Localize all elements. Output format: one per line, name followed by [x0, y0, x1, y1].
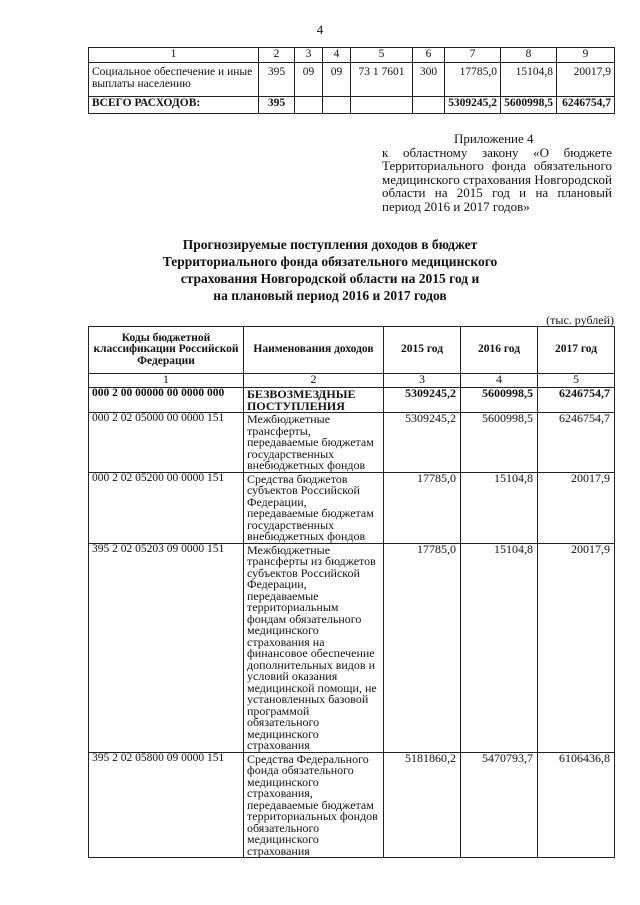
- table-cell: 09: [323, 63, 351, 97]
- income-name: БЕЗВОЗМЕЗДНЫЕ ПОСТУПЛЕНИЯ: [244, 388, 384, 413]
- value-2016: 15104,8: [461, 472, 538, 543]
- table-cell: 5309245,2: [445, 97, 501, 114]
- col-number: 4: [323, 48, 351, 63]
- col-number: 4: [461, 374, 538, 388]
- table-row: [89, 388, 615, 413]
- table-row: [89, 472, 615, 543]
- units-label: (тыс. рублей): [546, 313, 614, 327]
- income-name: Межбюджетные трансферты, передаваемые бюджетам государственных внебюджетных фондов: [244, 413, 384, 473]
- table-cell: [323, 97, 351, 114]
- value-2015: 5181860,2: [384, 752, 461, 858]
- header-2017: 2017 год: [538, 327, 615, 374]
- value-2015: 5309245,2: [384, 413, 461, 473]
- value-2017: 20017,9: [538, 543, 615, 752]
- income-name: Средства Федерального фонда обязательного медицинского страхования, передаваемые бюджетам территориальных фондов обязательного медицинского страхования: [244, 752, 384, 858]
- table-row: [89, 543, 615, 752]
- title-line: Территориального фонда обязательного медицинского: [162, 254, 498, 269]
- value-2015: 17785,0: [384, 472, 461, 543]
- col-number: 3: [295, 48, 323, 63]
- document-title: [110, 236, 550, 304]
- header-row: [89, 327, 615, 374]
- appendix-text: к областному закону «О бюджете Территориального фонда обязательного медицинского страхования Новгородской области на 2015 год и на плановый период 2016 и 2017 годов»: [382, 144, 612, 214]
- col-number: 1: [89, 374, 244, 388]
- value-2016: 15104,8: [461, 543, 538, 752]
- col-number: 5: [538, 374, 615, 388]
- value-2017: 6246754,7: [538, 388, 615, 413]
- col-number: 2: [244, 374, 384, 388]
- col-number: 9: [557, 48, 615, 63]
- col-number: 2: [259, 48, 295, 63]
- value-2017: 20017,9: [538, 472, 615, 543]
- column-number-row: [89, 374, 615, 388]
- budget-code: 395 2 02 05203 09 0000 151: [89, 543, 244, 752]
- revenue-table: [88, 326, 615, 858]
- table-cell: 09: [295, 63, 323, 97]
- table-cell: 17785,0: [445, 63, 501, 97]
- row-name: Социальное обеспечение и иные выплаты населению: [89, 63, 259, 97]
- expenses-table-continuation: [88, 47, 615, 114]
- col-number: 3: [384, 374, 461, 388]
- title-line: Прогнозируемые поступления доходов в бюджет: [182, 237, 478, 252]
- table-cell: [351, 97, 413, 114]
- row-name: ВСЕГО РАСХОДОВ:: [89, 97, 259, 114]
- income-name: Средства бюджетов субъектов Российской Федерации, передаваемые бюджетам государственных внебюджетных фондов: [244, 472, 384, 543]
- table-cell: 73 1 7601: [351, 63, 413, 97]
- value-2015: 17785,0: [384, 543, 461, 752]
- value-2016: 5470793,7: [461, 752, 538, 858]
- table-row: [89, 63, 615, 97]
- table-row: [89, 413, 615, 473]
- appendix-title: Приложение 4: [454, 131, 534, 146]
- page-number: 4: [316, 22, 324, 37]
- table-cell: 15104,8: [501, 63, 557, 97]
- table-row: [89, 752, 615, 858]
- table-cell: 395: [259, 97, 295, 114]
- title-line: страхования Новгородской области на 2015 год и: [180, 271, 480, 286]
- appendix-note: [382, 132, 612, 213]
- col-number: 5: [351, 48, 413, 63]
- table-cell: 5600998,5: [501, 97, 557, 114]
- total-row: [89, 97, 615, 114]
- table-cell: 300: [413, 63, 445, 97]
- table-cell: [413, 97, 445, 114]
- table-cell: [295, 97, 323, 114]
- table-cell: 6246754,7: [557, 97, 615, 114]
- budget-code: 000 2 02 05000 00 0000 151: [89, 413, 244, 473]
- title-line: на плановый период 2016 и 2017 годов: [213, 288, 447, 303]
- income-name: Межбюджетные трансферты из бюджетов субъектов Российской Федерации, передаваемые территориальным фондам обязательного медицинского страхования на финансовое обеспечение дополнительных видов и условий оказания медицинской помощи, не установленных базовой программой обязательного медицинского страхования: [244, 543, 384, 752]
- value-2016: 5600998,5: [461, 388, 538, 413]
- budget-code: 000 2 02 05200 00 0000 151: [89, 472, 244, 543]
- header-names: Наименования доходов: [244, 327, 384, 374]
- table-cell: 395: [259, 63, 295, 97]
- header-codes: Коды бюджетной классификации Российской Федерации: [89, 327, 244, 374]
- table-cell: 20017,9: [557, 63, 615, 97]
- value-2017: 6106436,8: [538, 752, 615, 858]
- value-2016: 5600998,5: [461, 413, 538, 473]
- col-number: 6: [413, 48, 445, 63]
- budget-code: 000 2 00 00000 00 0000 000: [89, 388, 244, 413]
- budget-code: 395 2 02 05800 09 0000 151: [89, 752, 244, 858]
- header-2015: 2015 год: [384, 327, 461, 374]
- header-2016: 2016 год: [461, 327, 538, 374]
- col-number: 8: [501, 48, 557, 63]
- column-number-row: [89, 48, 615, 63]
- value-2015: 5309245,2: [384, 388, 461, 413]
- col-number: 1: [89, 48, 259, 63]
- col-number: 7: [445, 48, 501, 63]
- value-2017: 6246754,7: [538, 413, 615, 473]
